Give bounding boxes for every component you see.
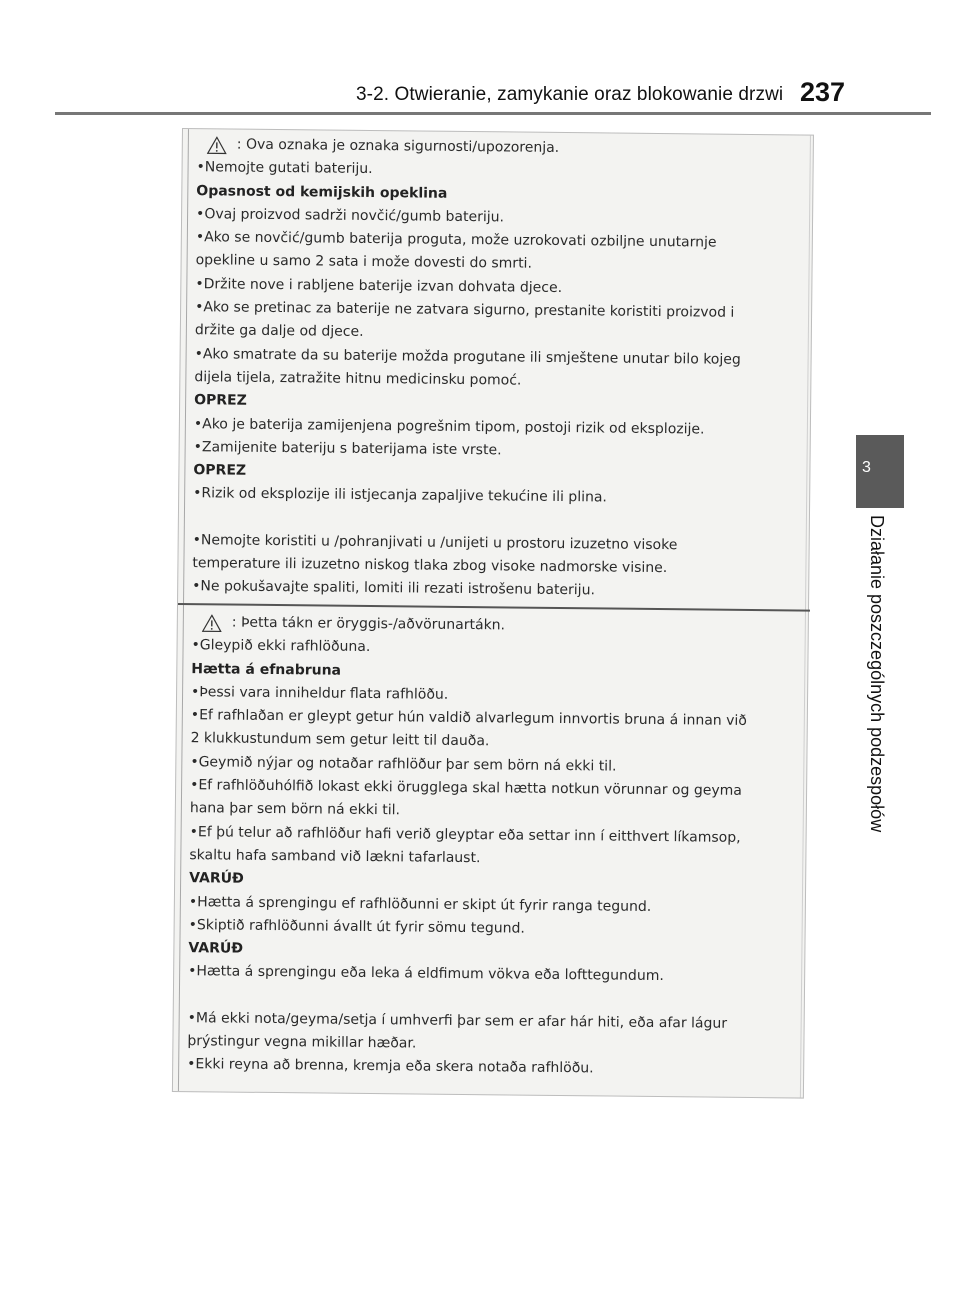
warning-item: •Hætta á sprengingu ef rafhlöðunni er skipt út fyrir ranga tegund.: [188, 893, 652, 915]
warning-symbol-text: : Þetta tákn er öryggis-/aðvörunartákn.: [231, 614, 506, 634]
warning-symbol-text: : Ova oznaka je oznaka sigurnosti/upozorenja.: [236, 136, 560, 156]
section-divider: [178, 603, 810, 612]
warning-block-croatian: [178, 133, 815, 605]
warning-item: •Ako smatrate da su baterije možda progutane ili smještene unutar bilo kojeg: [194, 345, 741, 368]
warning-item: •Skiptið rafhlöðunni ávallt út fyrir sömu tegund.: [188, 916, 525, 937]
warning-item-cont: þrýstingur vegna mikillar hæðar.: [187, 1033, 417, 1052]
warning-item: •Ef rafhlaðan er gleypt getur hún valdið alvarlegum innvortis bruna á innan við: [190, 707, 747, 730]
warning-item: •Ako se novčić/gumb baterija proguta, može uzrokovati ozbiljne unutarnje: [195, 229, 717, 251]
chapter-number: 3: [862, 459, 871, 476]
caution-heading: VARÚÐ: [189, 870, 244, 887]
page-number: 237: [800, 77, 846, 107]
warning-item: •Ovaj proizvod sadrži novčić/gumb bateriju.: [196, 206, 505, 226]
warning-triangle-icon: [202, 614, 222, 632]
warning-item: •Má ekki nota/geyma/setja í umhverfi þar sem er afar hár hiti, eða afar lágur: [187, 1009, 728, 1032]
warning-item: •Zamijenite bateriju s baterijama iste vrste.: [193, 438, 502, 459]
warning-heading: Opasnost od kemijskih opeklina: [196, 182, 448, 202]
warning-item: •Ef þú telur að rafhlöður hafi verið gleyptar eða settar inn í eitthvert líkamsop,: [189, 823, 741, 846]
warning-item-cont: temperature ili izuzetno niskog tlaka zbog visoke nadmorske visine.: [192, 555, 668, 577]
header-divider: [55, 112, 931, 115]
warning-item: •Þessi vara inniheldur flata rafhlöðu.: [191, 684, 449, 703]
warning-item: •Ekki reyna að brenna, kremja eða skera notaða rafhlöðu.: [187, 1056, 594, 1077]
section-title: 3-2. Otwieranie, zamykanie oraz blokowanie drzwi: [356, 84, 784, 105]
warning-item-cont: držite ga dalje od djece.: [194, 322, 364, 341]
warning-item: •Geymið nýjar og notaðar rafhlöður þar sem börn ná ekki til.: [190, 753, 617, 775]
warning-item: •Ne pokušavajte spaliti, lomiti ili rezati istrošenu bateriju.: [192, 578, 596, 599]
chapter-tab: [856, 435, 904, 508]
caution-heading: OPREZ: [194, 392, 247, 409]
warning-item: •Rizik od eksplozije ili istjecanja zapaljive tekućine ili plina.: [193, 485, 607, 506]
warning-item: •Nemojte koristiti u /pohranjivati u /unijeti u prostoru izuzetno visoke: [192, 531, 678, 553]
warning-item: •Držite nove i rabljene baterije izvan dohvata djece.: [195, 275, 563, 296]
warning-heading: Hætta á efnabruna: [191, 660, 342, 679]
warning-item-cont: dijela tijela, zatražite hitnu medicinsku pomoć.: [194, 369, 522, 389]
warning-item: •Ako je baterija zamijenjena pogrešnim tipom, postoji rizik od eksplozije.: [193, 415, 705, 438]
caution-heading: VARÚÐ: [188, 940, 244, 957]
warning-item-cont: opekline u samo 2 sata i može dovesti do smrti.: [195, 252, 533, 273]
warning-item-cont: hana þar sem börn ná ekki til.: [189, 800, 401, 819]
warning-item: •Nemojte gutati bateriju.: [196, 159, 373, 178]
scanned-warning-label: [172, 128, 814, 1099]
warning-item: •Gleypið ekki rafhlöðuna.: [191, 637, 371, 656]
caution-heading: OPREZ: [193, 462, 247, 479]
warning-item-cont: 2 klukkustundum sem getur leitt til dauða.: [190, 730, 490, 750]
warning-triangle-icon: [207, 136, 227, 154]
warning-item: •Ako se pretinac za baterije ne zatvara sigurno, prestanite koristiti proizvod i: [195, 299, 735, 321]
chapter-label: Działanie poszczególnych podzespołów: [867, 515, 887, 833]
warning-block-icelandic: [173, 611, 810, 1083]
warning-item: •Ef rafhlöðuhólfið lokast ekki örugglega skal hætta notkun vörunnar og geyma: [190, 777, 742, 799]
warning-item-cont: skaltu hafa samband við lækni tafarlaust.: [189, 847, 481, 867]
warning-item: •Hætta á sprengingu eða leka á eldfimum vökva eða lofttegundum.: [188, 963, 664, 985]
